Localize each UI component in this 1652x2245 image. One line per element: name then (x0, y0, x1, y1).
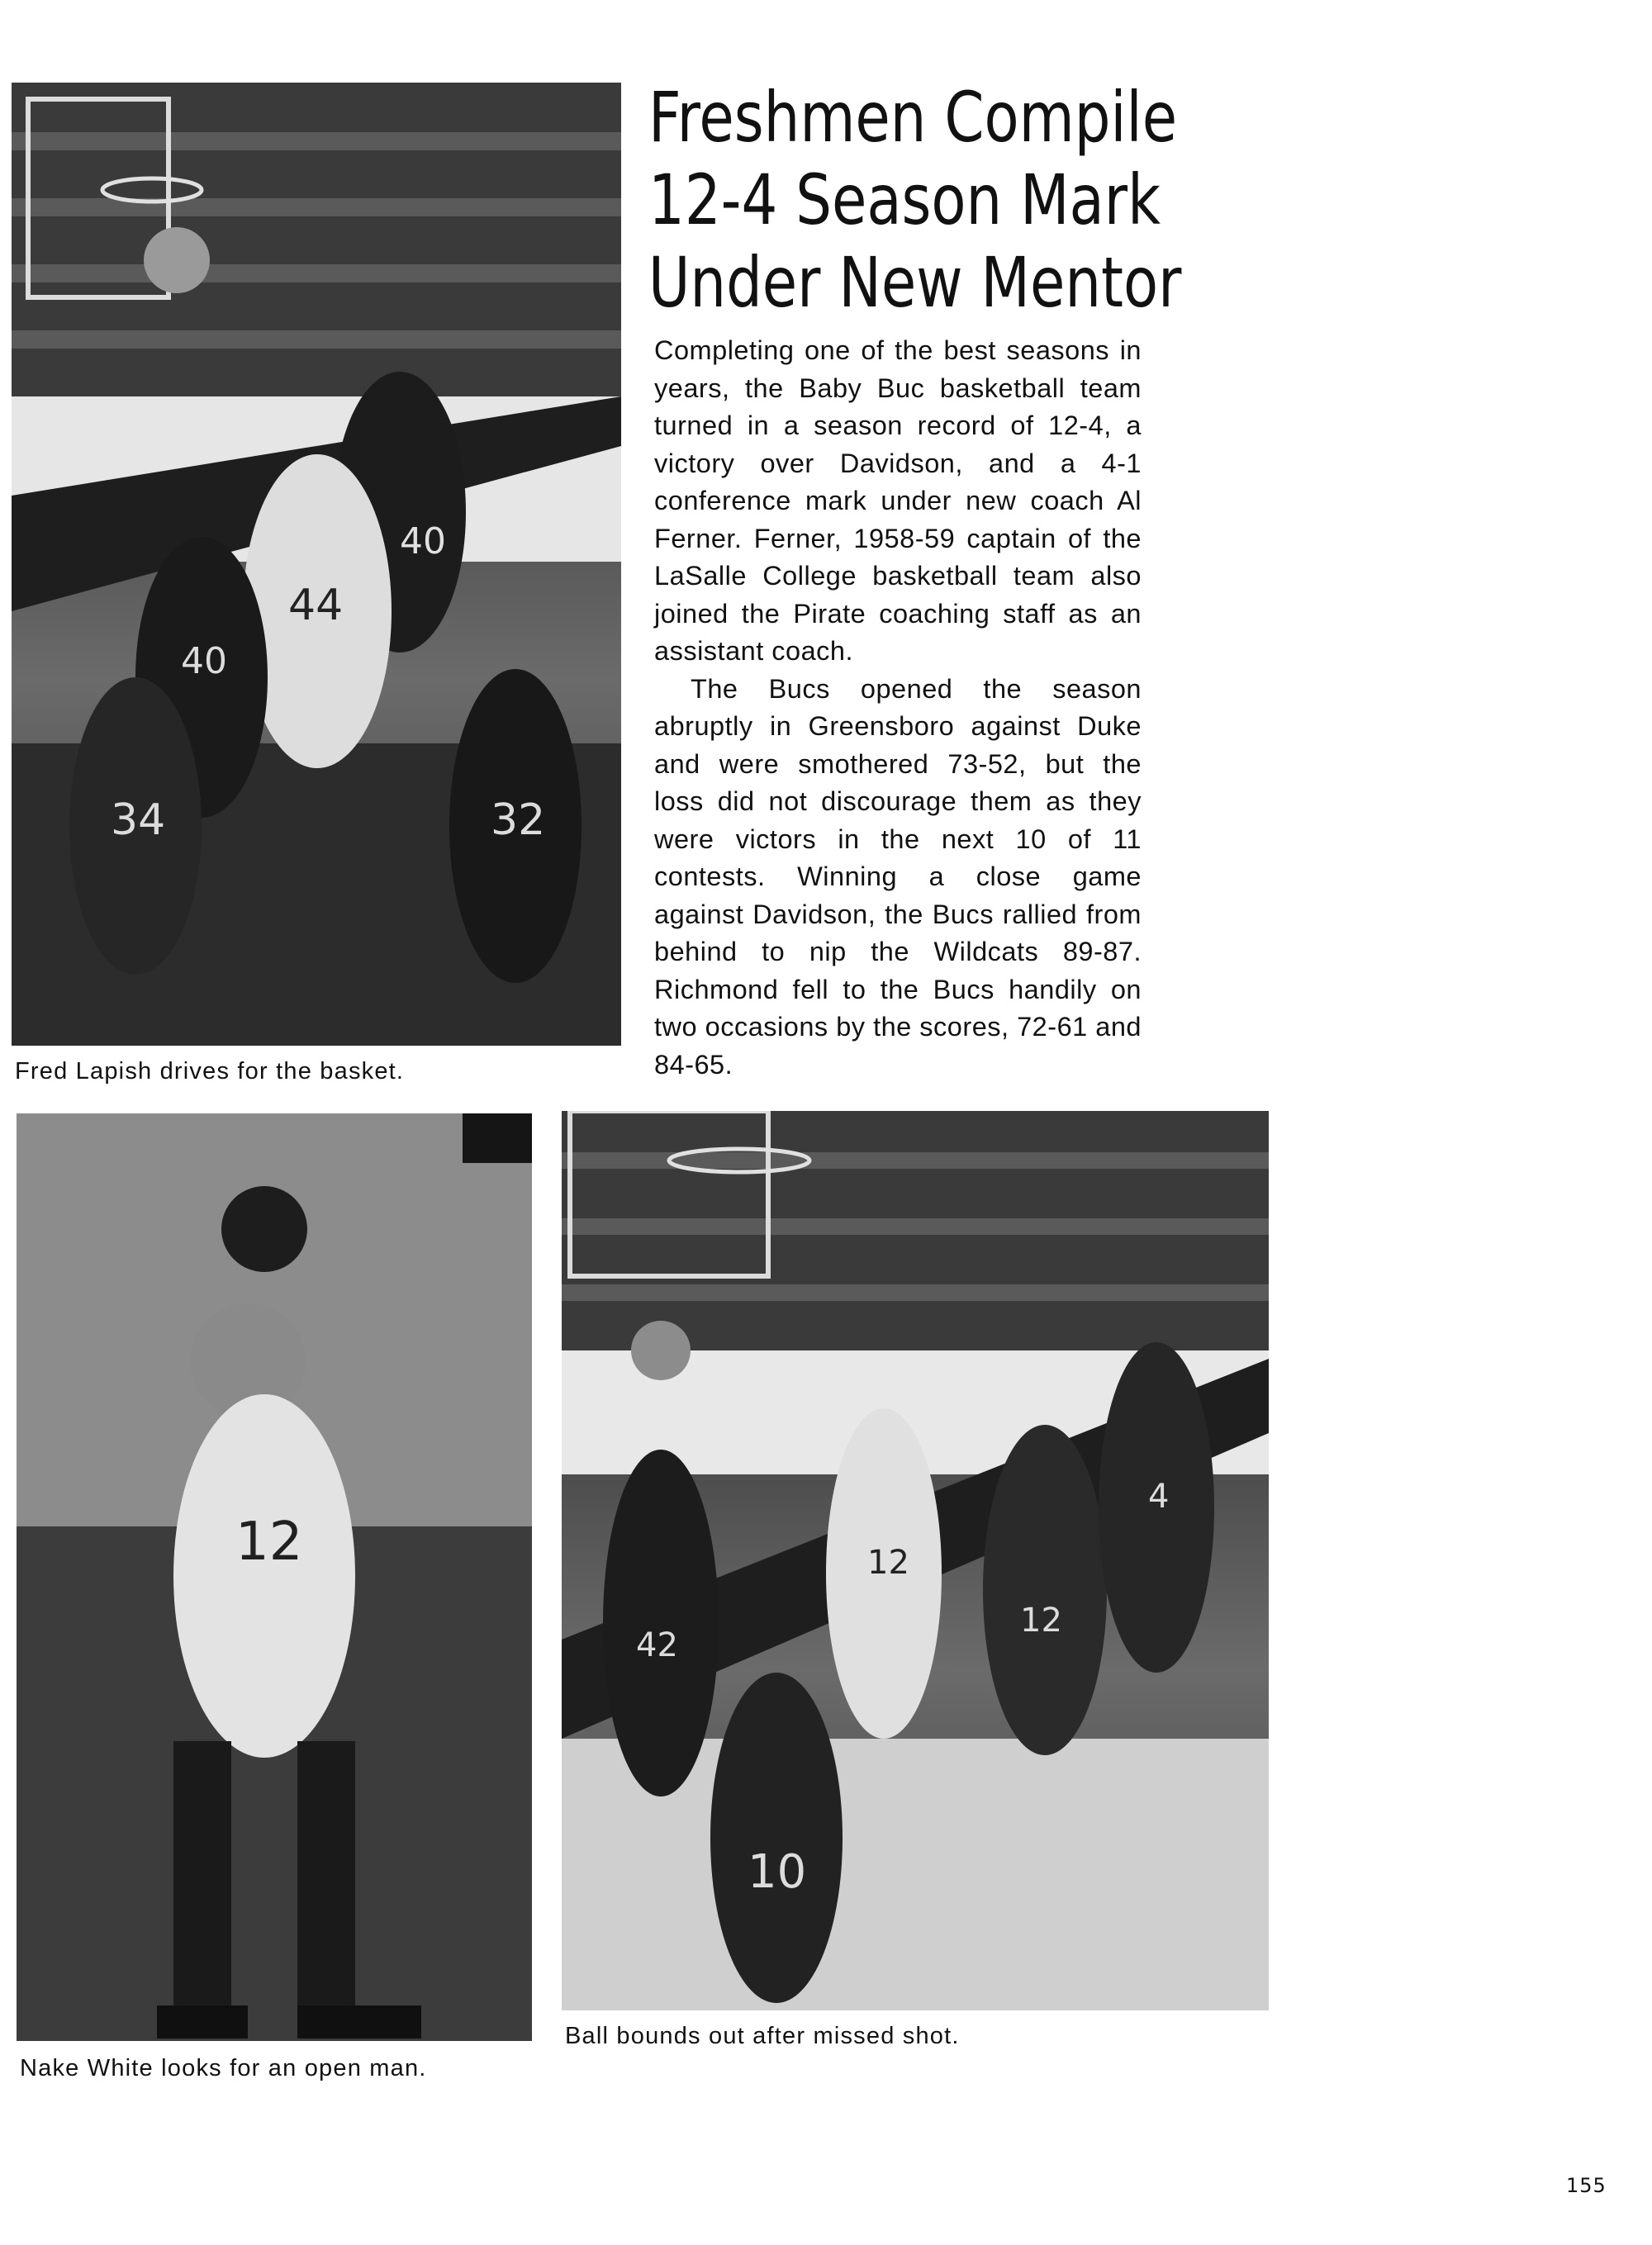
basketball-action-illustration (12, 83, 621, 1046)
photo-nake-white (17, 1113, 532, 2041)
jersey-number-text: 12 (1020, 1602, 1062, 1640)
jersey-number-text: 10 (748, 1845, 807, 1899)
jersey-number-text: 40 (400, 520, 446, 562)
jersey-number-text: 34 (111, 795, 166, 845)
headline-line-1: Freshmen Compile (648, 77, 1178, 158)
caption-ball-bounds-out: Ball bounds out after missed shot. (565, 2023, 960, 2049)
caption-nake-white: Nake White looks for an open man. (20, 2055, 427, 2081)
photo-fred-lapish (12, 83, 621, 1046)
photo-ball-bounds-out (562, 1111, 1269, 2010)
jersey-number-text: 12 (235, 1512, 303, 1573)
headline-line-3: Under New Mentor (648, 242, 1182, 323)
headline (648, 76, 1182, 324)
article-paragraph-2: The Bucs opened the season abruptly in Greensboro against Duke and were smothered 73-52, but the loss did not discourage them as they were victors in the next 10 of 11 contests. Winning a close game against Davidson, the Bucs rallied from behind to nip the Wildcats 89-87. Richmond fell to the Bucs handily on two occasions by the scores, 72-61 and 84-65. (654, 673, 1142, 1080)
jersey-number-text: 42 (636, 1626, 678, 1664)
article-body (654, 332, 1142, 1084)
missed-shot-illustration (562, 1111, 1269, 2010)
player-holding-ball-illustration (17, 1113, 532, 2041)
page-number: 155 (1566, 2174, 1607, 2197)
jersey-number-text: 12 (867, 1544, 909, 1582)
headline-line-2: 12-4 Season Mark (648, 159, 1161, 240)
jersey-number-text: 4 (1148, 1478, 1170, 1516)
jersey-number-text: 32 (491, 795, 546, 845)
jersey-number-text: 40 (181, 640, 227, 682)
caption-fred-lapish: Fred Lapish drives for the basket. (15, 1058, 405, 1085)
article-paragraph-1: Completing one of the best seasons in years, the Baby Buc basketball team turned in a season record of 12-4, a victory over Davidson, and a 4-1 conference mark under new coach Al Ferner. Ferner, 1958-59 captain of the LaSalle College basketball team also joined the Pirate coaching staff as an assistant coach. (654, 335, 1142, 666)
jersey-number-text: 44 (288, 581, 344, 630)
